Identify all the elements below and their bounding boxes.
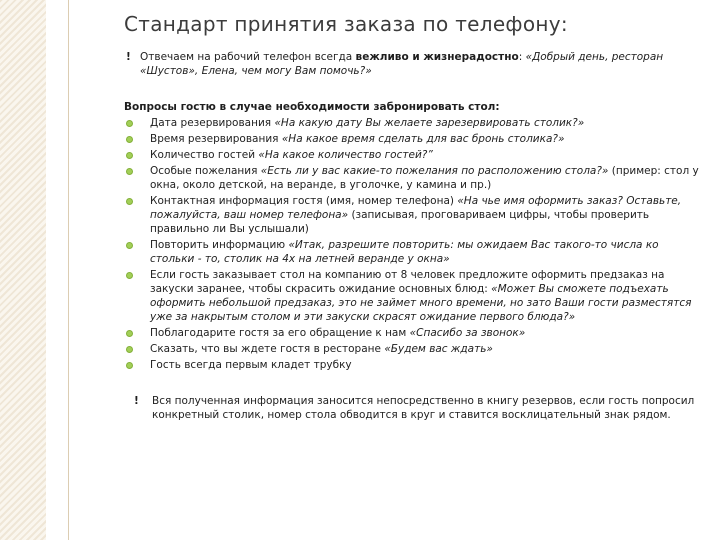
item-text: Повторить информацию (150, 239, 289, 251)
intro-colon: : (518, 51, 526, 63)
item-text: Гость всегда первым кладет трубку (150, 359, 352, 371)
bullet-icon (126, 242, 133, 249)
list-item (124, 238, 704, 266)
bullet-icon (126, 168, 133, 175)
item-text: Количество гостей (150, 149, 259, 161)
questions-heading: Вопросы гостю в случае необходимости забронировать стол: (124, 101, 500, 113)
item-text: Особые пожелания (150, 165, 261, 177)
bullet-icon (126, 136, 133, 143)
item-quote: «Будем вас ждать» (384, 343, 493, 355)
document-body (124, 50, 704, 422)
intro-quote: «Добрый день, ресторан «Шустов», Елена, чем могу Вам помочь?» (140, 51, 664, 77)
item-quote: «Итак, разрешите повторить: мы ожидаем Вас такого-то числа ко стольки - то, столик на 4х на летней веранде у окна» (150, 239, 659, 265)
list-item (124, 358, 704, 372)
note-paragraph (124, 394, 704, 422)
item-text: Дата резервирования (150, 117, 275, 129)
item-quote: «На чье имя оформить заказ? Оставьте, пожалуйста, ваш номер телефона» (150, 195, 682, 221)
note-text: Вся полученная информация заносится непосредственно в книгу резервов, если гость попросил конкретный столик, номер стола обводится в круг и ставится восклицательный знак рядом. (152, 395, 695, 421)
vertical-divider (68, 0, 69, 540)
item-text: Контактная информация гостя (имя, номер телефона) (150, 195, 458, 207)
item-quote: «Спасибо за звонок» (409, 327, 526, 339)
bullet-icon (126, 346, 133, 353)
item-quote: «На какую дату Вы желаете зарезервировать столик?» (274, 117, 585, 129)
decorative-side-bar (0, 0, 46, 540)
bullet-icon (126, 198, 133, 205)
item-quote: «На какое количество гостей?” (258, 149, 433, 161)
item-quote: «На какое время сделать для вас бронь столика?» (281, 133, 565, 145)
item-tail: (записывая, проговариваем цифры, чтобы проверить правильно ли Вы услышали) (150, 209, 650, 235)
bullet-icon (126, 362, 133, 369)
list-item (124, 148, 704, 162)
intro-bold: вежливо и жизнерадостно (355, 51, 519, 63)
bullet-icon (126, 272, 133, 279)
item-text: Если гость заказывает стол на компанию от 8 человек предложите оформить предзаказ на закуски заранее, чтобы скрасить ожидание основных блюд: (150, 269, 665, 295)
exclamation-mark: ! (126, 51, 131, 63)
exclamation-mark: ! (134, 395, 139, 407)
page-title: Стандарт принятия заказа по телефону: (124, 12, 568, 36)
list-item (124, 116, 704, 130)
item-text: Время резервирования (150, 133, 282, 145)
list-item (124, 268, 704, 324)
bullet-icon (126, 152, 133, 159)
item-text: Поблагодарите гостя за его обращение к нам (150, 327, 410, 339)
list-item (124, 132, 704, 146)
list-item (124, 326, 704, 340)
intro-paragraph (124, 50, 704, 78)
item-quote: «Может Вы сможете подъехать оформить небольшой предзаказ, это не займет много времени, но зато Ваши гости разместятся уже за накрытым столом и эти закуски скрасят ожидание первого блюда?» (150, 283, 692, 323)
item-text: Сказать, что вы ждете гостя в ресторане (150, 343, 385, 355)
list-item (124, 194, 704, 236)
list-item (124, 164, 704, 192)
bullet-icon (126, 120, 133, 127)
intro-text: Отвечаем на рабочий телефон всегда (140, 51, 356, 63)
list-item (124, 342, 704, 356)
item-tail: (пример: стол у окна, около детской, на веранде, в уголочке, у камина и пр.) (150, 165, 699, 191)
questions-list (124, 116, 704, 372)
item-quote: «Есть ли у вас какие-то пожелания по расположению стола?» (260, 165, 609, 177)
bullet-icon (126, 330, 133, 337)
